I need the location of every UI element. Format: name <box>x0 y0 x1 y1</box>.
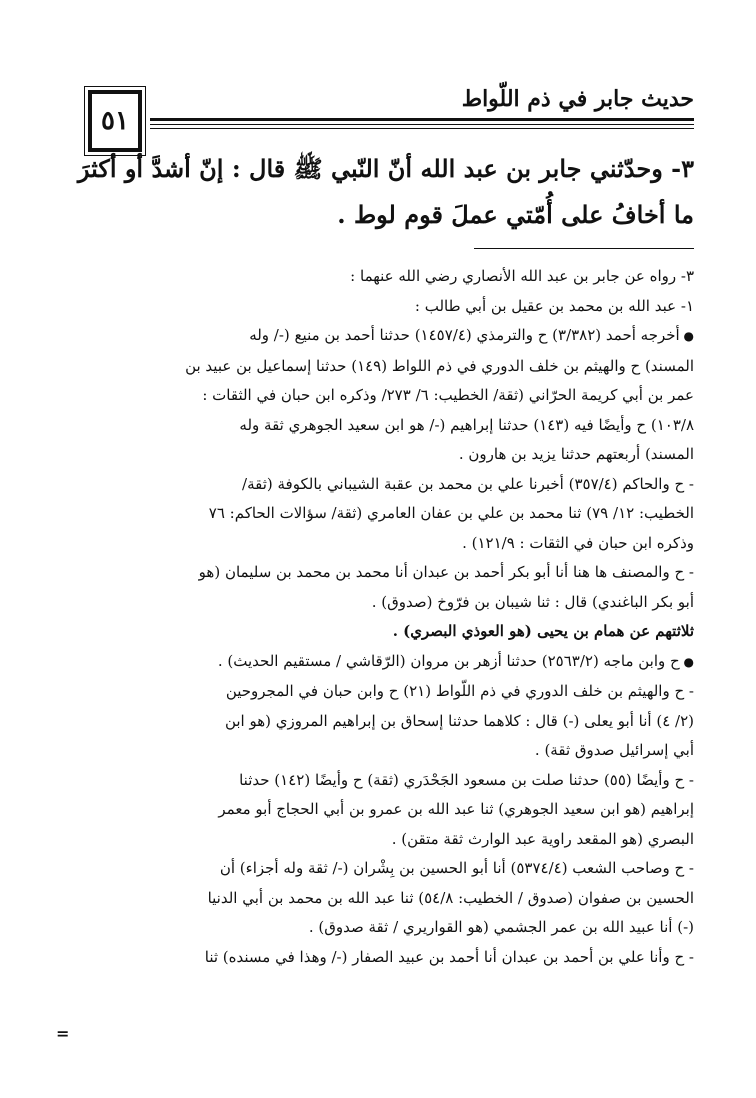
footnote-line: الخطيب: ١٢/ ٧٩) ثنا محمد بن علي بن عفان العامري (ثقة/ سؤالات الحاكم: ٧٦ <box>208 504 694 522</box>
footnote-line: (٢/ ٤) أنا أبو يعلى (-) قال : كلاهما حدثنا إسحاق بن إبراهيم المروزي (هو ابن <box>224 711 694 730</box>
footnote-line: وذكره ابن حبان في الثقات : ١٢١/٩) . <box>462 533 694 552</box>
continuation-mark: = <box>56 1024 70 1043</box>
footnote-line: ١- عبد الله بن محمد بن عقيل بن أبي طالب : <box>414 296 694 315</box>
footnote-line: ● ح وابن ماجه (٢٥٦٣/٢) حدثنا أزهر بن مروان (الرّقاشي / مستقيم الحديث) . <box>60 647 694 678</box>
footnote-line: - ح والحاكم (٣٥٧/٤) أخبرنا علي بن محمد بن عقبة الشيباني بالكوفة (ثقة/ <box>242 474 694 493</box>
footnote-line: - ح وصاحب الشعب (٥٣٧٤/٤) أنا أبو الحسين بن بِشْران (-/ ثقة وله أجزاء) أن <box>219 859 694 877</box>
footnote-line: عمر بن أبي كريمة الحرّاني (ثقة/ الخطيب: ٦/ ٢٧٣/ وذكره ابن حبان في الثقات : <box>202 386 694 404</box>
footnote-line: البصري (هو المقعد راوية عبد الوارث ثقة متقن) . <box>391 829 694 848</box>
running-header-title: حديث جابر في ذم اللّواط <box>461 86 694 112</box>
footnote-line: - ح والمصنف ها هنا أنا أبو بكر أحمد بن عبدان أنا محمد بن محمد بن سليمان (هو <box>198 563 694 581</box>
footnote-separator <box>474 248 694 249</box>
hadith-text <box>60 146 694 238</box>
footnote-line: المسند) ح والهيثم بن خلف الدوري في ذم اللواط (١٤٩) حدثنا إسماعيل بن عبيد بن <box>185 356 694 375</box>
footnote-line: إبراهيم (هو ابن سعيد الجوهري) ثنا عبد الله بن عمرو بن أبي الحجاج أبو معمر <box>218 800 694 818</box>
footnote-line: المسند) أربعتهم حدثنا يزيد بن هارون . <box>458 445 694 463</box>
footnote-line: - ح وأنا علي بن أحمد بن عبدان أنا أحمد بن عبيد الصفار (-/ وهذا في مسنده) ثنا <box>204 947 694 966</box>
footnote-line: ثلاثتهم عن همام بن يحيى (هو العوذي البصري) . <box>392 622 694 640</box>
page-number: ٥١ <box>88 90 142 152</box>
footnote-line: أبي إسرائيل صدوق ثقة) . <box>534 741 694 759</box>
hadith-line-1: ٣- وحدّثني جابر بن عبد الله أنّ النّبي ﷺ قال : إنّ أشدَّ أو أكثرَ <box>77 154 694 183</box>
footnote-line: ١٠٣/٨) ح وأيضًا فيه (١٤٣) حدثنا إبراهيم (-/ هو ابن سعيد الجوهري ثقة وله <box>239 415 694 434</box>
footnote-line: الحسين بن صفوان (صدوق / الخطيب: ٥٤/٨) ثنا عبد الله بن محمد بن أبي الدنيا <box>207 888 694 907</box>
hadith-line-2: ما أخافُ على أُمّتي عملَ قوم لوط . <box>337 200 694 229</box>
footnote-line: (-) أنا عبيد الله بن عمر الجشمي (هو القواريري / ثقة صدوق) . <box>308 918 694 936</box>
header-rule <box>150 118 694 132</box>
footnote-line: - ح والهيثم بن خلف الدوري في ذم اللّواط (٢١) ح وابن حبان في المجروحين <box>225 682 694 700</box>
footnote-line: ● أخرجه أحمد (٣/٣٨٢) ح والترمذي (١٤٥٧/٤) حدثنا أحمد بن منيع (-/ وله <box>60 321 694 352</box>
footnote-line: - ح وأيضًا (٥٥) حدثنا صلت بن مسعود الجَحْدَري (ثقة) ح وأيضًا (١٤٢) حدثنا <box>239 770 694 789</box>
footnote-line: ٣- رواه عن جابر بن عبد الله الأنصاري رضي الله عنهما : <box>350 267 694 285</box>
footnote-line: أبو بكر الباغندي) قال : ثنا شيبان بن فرّوخ (صدوق) . <box>371 592 694 611</box>
footnotes <box>60 262 694 972</box>
